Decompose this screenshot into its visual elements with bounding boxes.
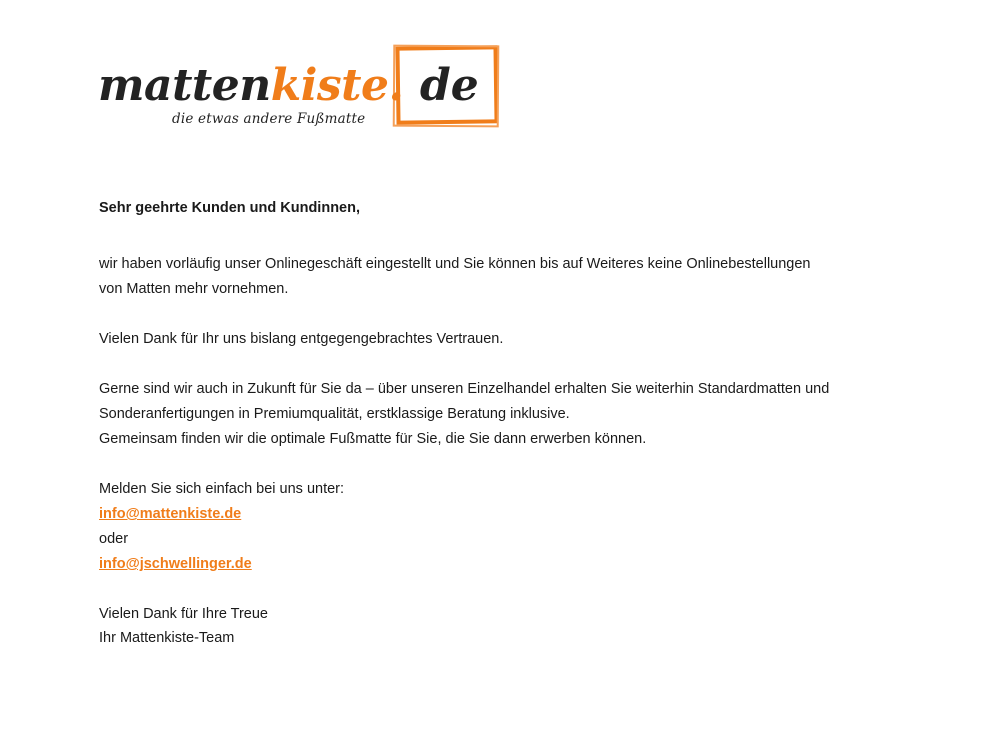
letter-body [99, 196, 899, 649]
email-link-mattenkiste[interactable]: info@mattenkiste.de [99, 506, 242, 522]
site-logo[interactable] [98, 44, 508, 134]
paragraph-closure-line-1: wir haben vorläufig unser Onlinegeschäft eingestellt und Sie können bis auf Weiteres keine Onlinebestellungen [99, 256, 811, 272]
logo-text-kiste: kiste [270, 60, 389, 111]
paragraph-retail [99, 377, 899, 452]
logo-text-dot: . [388, 60, 404, 111]
paragraph-retail-line-3: Gemeinsam finden wir die optimale Fußmatte für Sie, die Sie dann erwerben können. [99, 431, 647, 447]
paragraph-retail-line-2: Sonderanfertigungen in Premiumqualität, erstklassige Beratung inklusive. [99, 406, 570, 422]
greeting: Sehr geehrte Kunden und Kundinnen, [99, 200, 360, 216]
paragraph-closure-line-2: von Matten mehr vornehmen. [99, 281, 289, 297]
logo-text-de: de [420, 60, 479, 111]
logo-text-matten: matten [98, 60, 271, 111]
contact-intro: Melden Sie sich einfach bei uns unter: [99, 481, 345, 497]
signature: Ihr Mattenkiste-Team [99, 630, 235, 646]
logo-wordmark [98, 60, 404, 111]
contact-block [99, 477, 899, 577]
paragraph-thanks-trust: Vielen Dank für Ihr uns bislang entgegengebrachtes Vertrauen. [99, 331, 504, 347]
contact-or: oder [99, 531, 129, 547]
closing-thanks: Vielen Dank für Ihre Treue [99, 606, 268, 622]
paragraph-retail-line-1: Gerne sind wir auch in Zukunft für Sie da – über unseren Einzelhandel erhalten Sie weiterhin Standardmatten und [99, 381, 830, 397]
paragraph-closure [99, 252, 899, 302]
email-link-jschwellinger[interactable]: info@jschwellinger.de [99, 556, 252, 572]
closing-block [99, 602, 899, 649]
logo-tagline: die etwas andere Fußmatte [172, 111, 366, 127]
